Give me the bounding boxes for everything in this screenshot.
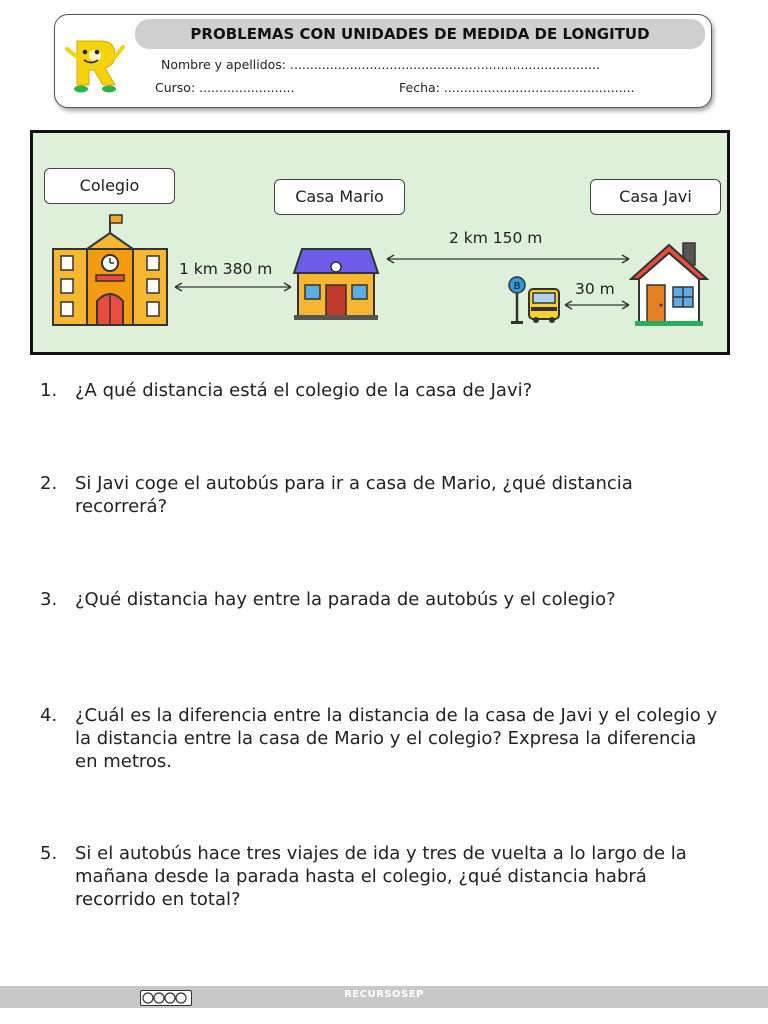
mario-house-label: Casa Mario — [274, 179, 405, 215]
name-field-line: Nombre y apellidos: .............................................................................. — [161, 57, 600, 72]
javi-house-label: Casa Javi — [590, 179, 721, 215]
question-1 — [40, 379, 720, 402]
question-3 — [40, 588, 720, 611]
bus-javi-distance: 30 m — [575, 280, 615, 298]
worksheet-header — [54, 14, 712, 108]
question-text: Si el autobús hace tres viajes de ida y tres de vuelta a lo largo de la mañana desde la parada hasta el colegio, ¿qué distancia habrá recorrido en total? — [75, 843, 687, 910]
bus-javi-arrow — [563, 299, 631, 311]
bus-stop-icon — [507, 275, 563, 325]
question-4 — [40, 704, 720, 773]
mascot-logo-icon — [61, 33, 125, 95]
question-number: 3. — [40, 589, 58, 610]
question-2 — [40, 472, 720, 518]
question-number: 4. — [40, 705, 58, 726]
mario-javi-distance: 2 km 150 m — [449, 229, 543, 247]
javi-house-icon — [629, 239, 709, 327]
question-text: ¿Cuál es la diferencia entre la distancia de la casa de Javi y el colegio y la distancia entre la casa de Mario y el colegio? Expresa la diferencia en metros. — [75, 705, 718, 772]
distance-diagram — [30, 130, 730, 355]
school-mario-distance: 1 km 380 m — [179, 260, 273, 278]
footer-brand: RECURSOSEP — [344, 989, 424, 1000]
question-5 — [40, 842, 720, 911]
bus-stop-letter: B — [513, 281, 521, 292]
footer-bar — [0, 986, 768, 1008]
course-field-line: Curso: ........................ — [155, 80, 295, 95]
school-icon — [49, 211, 171, 327]
question-text: Si Javi coge el autobús para ir a casa de Mario, ¿qué distancia recorrerá? — [75, 473, 633, 517]
question-number: 5. — [40, 843, 58, 864]
worksheet-title: PROBLEMAS CON UNIDADES DE MEDIDA DE LONGITUD — [135, 19, 705, 49]
school-label: Colegio — [44, 168, 175, 204]
mario-javi-arrow — [385, 253, 631, 265]
question-text: ¿A qué distancia está el colegio de la casa de Javi? — [75, 380, 533, 401]
date-field-line: Fecha: ................................................ — [399, 80, 635, 95]
question-text: ¿Qué distancia hay entre la parada de autobús y el colegio? — [75, 589, 616, 610]
question-number: 1. — [40, 380, 58, 401]
school-mario-arrow — [173, 281, 293, 293]
question-number: 2. — [40, 473, 58, 494]
mario-house-icon — [292, 245, 380, 321]
